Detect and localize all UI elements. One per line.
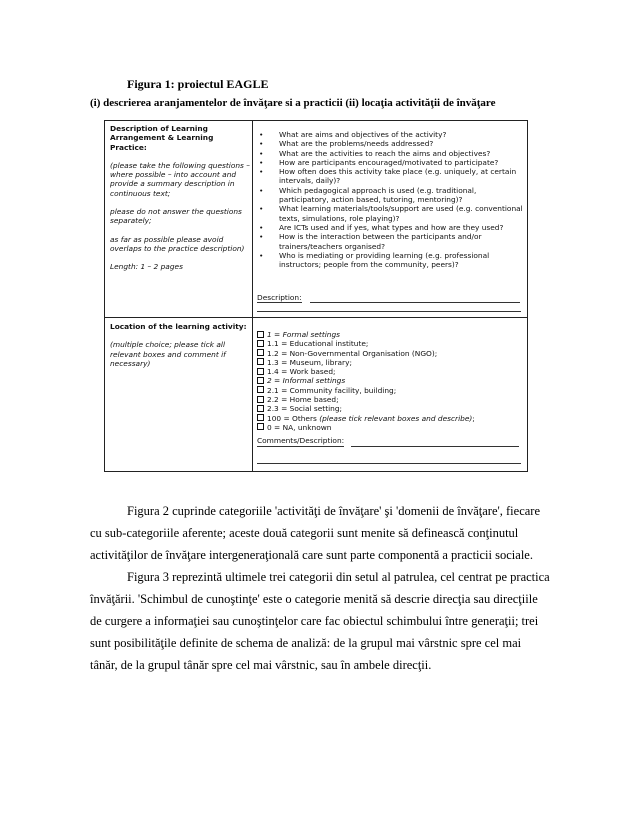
- section2-left-cell: [110, 322, 250, 368]
- na-option[interactable]: [257, 423, 525, 432]
- location-option[interactable]: [257, 386, 525, 395]
- checkbox-icon[interactable]: [257, 358, 264, 365]
- checkbox-icon[interactable]: [257, 405, 264, 412]
- checkbox-icon[interactable]: [257, 340, 264, 347]
- location-option-label: 1.1 = Educational institute;: [267, 339, 369, 349]
- paragraph-line: Figura 2 cuprinde categoriile 'activităţi de învăţare' şi 'domenii de învăţare', fiecare: [127, 504, 541, 518]
- column-divider: [252, 121, 253, 471]
- description-row: [257, 293, 525, 303]
- description-field[interactable]: [310, 293, 520, 303]
- comments-field-line[interactable]: [257, 463, 521, 464]
- question-list: [257, 130, 525, 269]
- section1-heading-line2: Arrangement & Learning Practice:: [110, 133, 214, 152]
- question-item: • What are the problems/needs addressed?: [257, 139, 525, 148]
- location-option-label: 1.4 = Work based;: [267, 367, 336, 377]
- paragraph-line: cu sub-categoriile aferente; aceste două categorii sunt menite să definească conţinutul: [90, 526, 519, 540]
- paragraph-1: [90, 500, 552, 566]
- location-option-label: 1.3 = Museum, library;: [267, 357, 352, 367]
- location-option[interactable]: [257, 395, 525, 404]
- question-item: • Who is mediating or providing learning (e.g. professional instructors; people from the community, peers)?: [257, 251, 525, 270]
- location-option[interactable]: [257, 404, 525, 413]
- informal-settings-label: 2 = Informal settings: [267, 376, 346, 386]
- checkbox-icon[interactable]: [257, 414, 264, 421]
- informal-settings-option[interactable]: [257, 376, 525, 385]
- checkbox-icon[interactable]: [257, 331, 264, 338]
- question-item: • Are ICTs used and if yes, what types and how are they used?: [257, 223, 525, 232]
- eagle-form-table: [104, 120, 528, 472]
- checkbox-icon[interactable]: [257, 423, 264, 430]
- comments-row: [257, 436, 525, 446]
- figure-title: Figura 1: proiectul EAGLE: [127, 77, 269, 91]
- question-item: • What are aims and objectives of the activity?: [257, 130, 525, 139]
- question-item: • How often does this activity take place (e.g. uniquely, at certain intervals, daily)?: [257, 167, 525, 186]
- row-divider: [105, 317, 527, 318]
- location-option[interactable]: [257, 349, 525, 358]
- location-option-label: 2.3 = Social setting;: [267, 404, 343, 414]
- location-option-label: 1.2 = Non-Governmental Organisation (NGO);: [267, 348, 438, 358]
- location-option-label: 2.1 = Community facility, building;: [267, 385, 397, 395]
- comments-field[interactable]: [351, 436, 519, 446]
- location-option-label: 2.2 = Home based;: [267, 395, 339, 405]
- section1-note2: please do not answer the questions separately;: [110, 207, 242, 226]
- question-item: • How is the interaction between the participants and/or trainers/teachers organised?: [257, 232, 525, 251]
- question-item: • What learning materials/tools/support are used (e.g. conventional texts, simulations, role playing)?: [257, 204, 525, 223]
- description-label: Description:: [257, 293, 302, 302]
- description-field-line[interactable]: [257, 311, 521, 312]
- checkbox-icon[interactable]: [257, 368, 264, 375]
- section2-heading: Location of the learning activity:: [110, 322, 247, 331]
- formal-settings-option[interactable]: [257, 330, 525, 339]
- location-options: [257, 330, 525, 447]
- question-item: • How are participants encouraged/motivated to participate?: [257, 158, 525, 167]
- section1-note1: (please take the following questions – where possible – into account and provide a summary description in continuous text;: [110, 160, 250, 198]
- paragraph-line: Figura 3 reprezintă ultimele trei categorii din setul al patrulea, cel centrat pe practica: [127, 570, 550, 584]
- paragraph-line: învăţării. 'Schimbul de cunoştinţe' este o categorie menită să descrie direcţia sau direcţiile: [90, 592, 538, 606]
- section2-note: (multiple choice; please tick all relevant boxes and comment if necessary): [110, 340, 226, 368]
- location-option[interactable]: [257, 367, 525, 376]
- checkbox-icon[interactable]: [257, 386, 264, 393]
- section1-heading-line1: Description of Learning: [110, 124, 208, 133]
- others-suffix: ;: [472, 413, 475, 423]
- section1-left-cell: [110, 124, 250, 272]
- paragraph-2: [90, 566, 552, 676]
- na-label: 0 = NA, unknown: [267, 422, 332, 432]
- paragraph-line: de curgere a informaţiei sau cunoştinţelor care fac obiectul schimbului între generaţii; trei: [90, 614, 539, 628]
- paragraph-line: sunt posibilităţile definite de schema de analiză: de la grupul mai vârstnic spre cel mai: [90, 636, 522, 650]
- paragraph-line: tânăr, de la grupul tânăr spre cel mai vârstnic, sau în ambele direcţii.: [90, 658, 432, 672]
- checkbox-icon[interactable]: [257, 349, 264, 356]
- location-option[interactable]: [257, 358, 525, 367]
- checkbox-icon[interactable]: [257, 377, 264, 384]
- question-item: • What are the activities to reach the aims and objectives?: [257, 149, 525, 158]
- checkbox-icon[interactable]: [257, 396, 264, 403]
- comments-label: Comments/Description:: [257, 436, 345, 446]
- question-item: • Which pedagogical approach is used (e.g. traditional, participatory, action based, tutoring, mentoring)?: [257, 186, 525, 205]
- others-note: (please tick relevant boxes and describe): [319, 413, 473, 423]
- section1-note3: as far as possible please avoid overlaps to the practice description): [110, 234, 245, 253]
- location-option[interactable]: [257, 339, 525, 348]
- formal-settings-label: 1 = Formal settings: [267, 330, 341, 339]
- others-prefix: 100 = Others: [267, 413, 320, 423]
- section1-length: Length: 1 – 2 pages: [110, 262, 183, 272]
- paragraph-line: activităţilor de învăţare intergeneraţională care sunt parte componentă a practicii sociale.: [90, 548, 533, 562]
- others-option[interactable]: [257, 414, 525, 423]
- figure-subtitle: (i) descrierea aranjamentelor de învăţare si a practicii (ii) locaţia activităţii de învăţare: [90, 97, 496, 109]
